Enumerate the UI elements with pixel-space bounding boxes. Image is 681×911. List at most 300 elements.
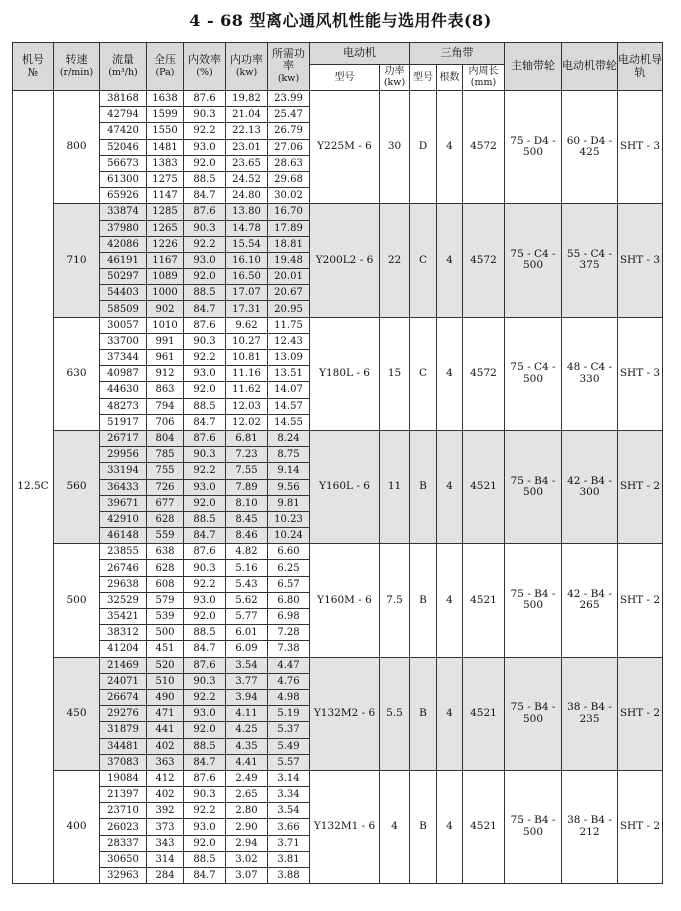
required-power-cell: 6.98 [268,609,310,625]
belt-count-cell: 4 [437,204,463,317]
rail-cell: SHT - 2 [618,770,663,883]
pressure-cell: 1599 [147,107,184,123]
col-header-required-power: 所需功率 (kw) [268,43,310,91]
internal-power-cell: 23.01 [226,139,268,155]
pressure-cell: 1167 [147,252,184,268]
belt-type-cell: B [410,770,437,883]
required-power-cell: 3.71 [268,835,310,851]
table-row [13,204,663,220]
belt-length-cell: 4572 [463,91,505,204]
pressure-cell: 402 [147,738,184,754]
pressure-cell: 1226 [147,236,184,252]
pressure-cell: 1383 [147,155,184,171]
required-power-cell: 27.06 [268,139,310,155]
flow-cell: 58509 [100,301,147,317]
pressure-cell: 1265 [147,220,184,236]
efficiency-cell: 84.7 [184,641,226,657]
pressure-cell: 451 [147,641,184,657]
flow-cell: 61300 [100,171,147,187]
pressure-cell: 677 [147,495,184,511]
flow-cell: 42910 [100,511,147,527]
internal-power-cell: 6.09 [226,641,268,657]
pressure-cell: 991 [147,333,184,349]
belt-type-cell: B [410,544,437,657]
flow-cell: 30057 [100,317,147,333]
belt-length-cell: 4521 [463,770,505,883]
flow-cell: 36433 [100,479,147,495]
motor-pulley-cell: 38 - B4 - 235 [562,657,618,770]
belt-count-cell: 4 [437,317,463,430]
required-power-cell: 16.70 [268,204,310,220]
flow-cell: 40987 [100,366,147,382]
efficiency-cell: 84.7 [184,868,226,884]
pressure-cell: 628 [147,560,184,576]
pressure-cell: 902 [147,301,184,317]
pressure-cell: 608 [147,576,184,592]
belt-type-cell: B [410,657,437,770]
internal-power-cell: 3.77 [226,673,268,689]
pressure-cell: 1285 [147,204,184,220]
pressure-cell: 706 [147,414,184,430]
table-row [13,657,663,673]
efficiency-cell: 88.5 [184,171,226,187]
required-power-cell: 20.67 [268,285,310,301]
efficiency-cell: 93.0 [184,366,226,382]
efficiency-cell: 92.2 [184,576,226,592]
motor-model-cell: Y180L - 6 [310,317,380,430]
efficiency-cell: 87.6 [184,770,226,786]
efficiency-cell: 92.0 [184,269,226,285]
internal-power-cell: 3.94 [226,689,268,705]
flow-cell: 23710 [100,803,147,819]
internal-power-cell: 2.90 [226,819,268,835]
efficiency-cell: 84.7 [184,754,226,770]
col-header-jihao: 机号 № [13,43,54,91]
pressure-cell: 520 [147,657,184,673]
pressure-cell: 755 [147,463,184,479]
required-power-cell: 8.75 [268,447,310,463]
motor-power-cell: 7.5 [380,544,410,657]
efficiency-cell: 84.7 [184,414,226,430]
shaft-pulley-cell: 75 - C4 - 500 [505,204,562,317]
efficiency-cell: 90.3 [184,787,226,803]
internal-power-cell: 12.03 [226,398,268,414]
rail-cell: SHT - 2 [618,657,663,770]
efficiency-cell: 90.3 [184,673,226,689]
motor-power-cell: 15 [380,317,410,430]
efficiency-cell: 88.5 [184,285,226,301]
flow-cell: 42086 [100,236,147,252]
efficiency-cell: 92.2 [184,689,226,705]
internal-power-cell: 8.46 [226,528,268,544]
flow-cell: 34481 [100,738,147,754]
required-power-cell: 19.48 [268,252,310,268]
flow-cell: 30650 [100,851,147,867]
required-power-cell: 14.07 [268,382,310,398]
flow-cell: 29276 [100,706,147,722]
shaft-pulley-cell: 75 - C4 - 500 [505,317,562,430]
internal-power-cell: 5.77 [226,609,268,625]
table-row [13,544,663,560]
pressure-cell: 1638 [147,91,184,107]
pressure-cell: 441 [147,722,184,738]
pressure-cell: 628 [147,511,184,527]
internal-power-cell: 22.13 [226,123,268,139]
pressure-cell: 1089 [147,269,184,285]
internal-power-cell: 7.55 [226,463,268,479]
efficiency-cell: 92.2 [184,123,226,139]
speed-cell: 710 [54,204,100,317]
motor-power-cell: 5.5 [380,657,410,770]
pressure-cell: 284 [147,868,184,884]
col-header-speed: 转速 (r/min) [54,43,100,91]
efficiency-cell: 88.5 [184,398,226,414]
internal-power-cell: 3.02 [226,851,268,867]
flow-cell: 46191 [100,252,147,268]
pressure-cell: 1000 [147,285,184,301]
efficiency-cell: 88.5 [184,738,226,754]
required-power-cell: 5.57 [268,754,310,770]
required-power-cell: 3.81 [268,851,310,867]
pressure-cell: 961 [147,350,184,366]
pressure-cell: 402 [147,787,184,803]
speed-cell: 800 [54,91,100,204]
pressure-cell: 912 [147,366,184,382]
pressure-cell: 638 [147,544,184,560]
flow-cell: 51917 [100,414,147,430]
efficiency-cell: 84.7 [184,188,226,204]
belt-type-cell: B [410,430,437,543]
flow-cell: 39671 [100,495,147,511]
flow-cell: 26746 [100,560,147,576]
required-power-cell: 29.68 [268,171,310,187]
motor-pulley-cell: 55 - C4 - 375 [562,204,618,317]
internal-power-cell: 10.81 [226,350,268,366]
efficiency-cell: 93.0 [184,479,226,495]
internal-power-cell: 5.16 [226,560,268,576]
flow-cell: 35421 [100,609,147,625]
belt-length-cell: 4521 [463,657,505,770]
motor-model-cell: Y200L2 - 6 [310,204,380,317]
internal-power-cell: 11.62 [226,382,268,398]
motor-pulley-cell: 38 - B4 - 212 [562,770,618,883]
internal-power-cell: 4.82 [226,544,268,560]
required-power-cell: 4.76 [268,673,310,689]
flow-cell: 37083 [100,754,147,770]
motor-model-cell: Y132M1 - 6 [310,770,380,883]
required-power-cell: 20.95 [268,301,310,317]
col-header-motor-power: 功率 (kw) [380,65,410,91]
required-power-cell: 7.38 [268,641,310,657]
motor-power-cell: 11 [380,430,410,543]
pressure-cell: 363 [147,754,184,770]
pressure-cell: 539 [147,609,184,625]
flow-cell: 28337 [100,835,147,851]
flow-cell: 48273 [100,398,147,414]
internal-power-cell: 7.23 [226,447,268,463]
flow-cell: 44630 [100,382,147,398]
required-power-cell: 5.49 [268,738,310,754]
pressure-cell: 579 [147,592,184,608]
flow-cell: 26717 [100,430,147,446]
required-power-cell: 12.43 [268,333,310,349]
internal-power-cell: 16.50 [226,269,268,285]
efficiency-cell: 84.7 [184,301,226,317]
pressure-cell: 314 [147,851,184,867]
required-power-cell: 23.99 [268,91,310,107]
efficiency-cell: 93.0 [184,819,226,835]
col-header-shaft-pulley: 主轴带轮 [505,43,562,91]
pressure-cell: 794 [147,398,184,414]
required-power-cell: 3.34 [268,787,310,803]
motor-power-cell: 4 [380,770,410,883]
efficiency-cell: 92.2 [184,803,226,819]
belt-length-cell: 4521 [463,544,505,657]
efficiency-cell: 84.7 [184,528,226,544]
flow-cell: 47420 [100,123,147,139]
internal-power-cell: 10.27 [226,333,268,349]
belt-length-cell: 4572 [463,317,505,430]
flow-cell: 65926 [100,188,147,204]
flow-cell: 23855 [100,544,147,560]
required-power-cell: 18.81 [268,236,310,252]
pressure-cell: 490 [147,689,184,705]
internal-power-cell: 2.65 [226,787,268,803]
col-header-vbelt: 三角带 [410,43,505,65]
required-power-cell: 4.98 [268,689,310,705]
flow-cell: 42794 [100,107,147,123]
efficiency-cell: 90.3 [184,107,226,123]
table-row [13,430,663,446]
col-header-motor: 电动机 [310,43,410,65]
pressure-cell: 471 [147,706,184,722]
internal-power-cell: 6.01 [226,625,268,641]
required-power-cell: 10.24 [268,528,310,544]
shaft-pulley-cell: 75 - B4 - 500 [505,430,562,543]
pressure-cell: 559 [147,528,184,544]
pressure-cell: 510 [147,673,184,689]
belt-count-cell: 4 [437,770,463,883]
flow-cell: 19084 [100,770,147,786]
pressure-cell: 726 [147,479,184,495]
internal-power-cell: 24.80 [226,188,268,204]
required-power-cell: 20.01 [268,269,310,285]
col-header-rail: 电动机导轨 [618,43,663,91]
internal-power-cell: 12.02 [226,414,268,430]
efficiency-cell: 92.0 [184,495,226,511]
efficiency-cell: 92.0 [184,722,226,738]
efficiency-cell: 92.0 [184,609,226,625]
internal-power-cell: 13.80 [226,204,268,220]
required-power-cell: 9.56 [268,479,310,495]
flow-cell: 26023 [100,819,147,835]
rail-cell: SHT - 2 [618,430,663,543]
pressure-cell: 863 [147,382,184,398]
internal-power-cell: 8.45 [226,511,268,527]
pressure-cell: 1010 [147,317,184,333]
flow-cell: 21469 [100,657,147,673]
efficiency-cell: 87.6 [184,544,226,560]
efficiency-cell: 92.2 [184,463,226,479]
flow-cell: 29638 [100,576,147,592]
required-power-cell: 25.47 [268,107,310,123]
required-power-cell: 17.89 [268,220,310,236]
internal-power-cell: 21.04 [226,107,268,123]
required-power-cell: 4.47 [268,657,310,673]
rail-cell: SHT - 3 [618,91,663,204]
flow-cell: 54403 [100,285,147,301]
internal-power-cell: 17.07 [226,285,268,301]
efficiency-cell: 87.6 [184,204,226,220]
speed-cell: 450 [54,657,100,770]
flow-cell: 33194 [100,463,147,479]
internal-power-cell: 4.41 [226,754,268,770]
motor-power-cell: 22 [380,204,410,317]
internal-power-cell: 4.25 [226,722,268,738]
belt-count-cell: 4 [437,544,463,657]
efficiency-cell: 93.0 [184,252,226,268]
col-header-pressure: 全压 (Pa) [147,43,184,91]
col-header-belt-count: 根数 [437,65,463,91]
pressure-cell: 1481 [147,139,184,155]
internal-power-cell: 3.07 [226,868,268,884]
required-power-cell: 3.14 [268,770,310,786]
fan-performance-table [12,42,663,884]
col-header-belt-type: 型号 [410,65,437,91]
col-header-motor-pulley: 电动机带轮 [562,43,618,91]
internal-power-cell: 8.10 [226,495,268,511]
motor-pulley-cell: 48 - C4 - 330 [562,317,618,430]
table-body [13,91,663,884]
required-power-cell: 6.25 [268,560,310,576]
speed-cell: 630 [54,317,100,430]
internal-power-cell: 23.65 [226,155,268,171]
required-power-cell: 10.23 [268,511,310,527]
pressure-cell: 1275 [147,171,184,187]
motor-model-cell: Y132M2 - 6 [310,657,380,770]
col-header-flow: 流量 (m³/h) [100,43,147,91]
belt-length-cell: 4572 [463,204,505,317]
internal-power-cell: 6.81 [226,430,268,446]
belt-type-cell: C [410,204,437,317]
required-power-cell: 9.14 [268,463,310,479]
internal-power-cell: 2.49 [226,770,268,786]
efficiency-cell: 90.3 [184,220,226,236]
pressure-cell: 1550 [147,123,184,139]
required-power-cell: 11.75 [268,317,310,333]
table-header [13,43,663,91]
required-power-cell: 13.51 [268,366,310,382]
required-power-cell: 14.57 [268,398,310,414]
pressure-cell: 785 [147,447,184,463]
table-row [13,317,663,333]
efficiency-cell: 90.3 [184,333,226,349]
efficiency-cell: 92.0 [184,382,226,398]
flow-cell: 37344 [100,350,147,366]
speed-cell: 400 [54,770,100,883]
flow-cell: 50297 [100,269,147,285]
efficiency-cell: 90.3 [184,447,226,463]
flow-cell: 29956 [100,447,147,463]
efficiency-cell: 92.2 [184,350,226,366]
required-power-cell: 14.55 [268,414,310,430]
rail-cell: SHT - 3 [618,317,663,430]
motor-pulley-cell: 42 - B4 - 265 [562,544,618,657]
required-power-cell: 5.37 [268,722,310,738]
internal-power-cell: 15.54 [226,236,268,252]
flow-cell: 56673 [100,155,147,171]
pressure-cell: 500 [147,625,184,641]
efficiency-cell: 87.6 [184,657,226,673]
internal-power-cell: 9.62 [226,317,268,333]
col-header-belt-length: 内周长 (mm) [463,65,505,91]
efficiency-cell: 88.5 [184,511,226,527]
efficiency-cell: 93.0 [184,706,226,722]
motor-pulley-cell: 60 - D4 - 425 [562,91,618,204]
internal-power-cell: 2.80 [226,803,268,819]
rail-cell: SHT - 3 [618,204,663,317]
required-power-cell: 30.02 [268,188,310,204]
motor-pulley-cell: 42 - B4 - 300 [562,430,618,543]
flow-cell: 46148 [100,528,147,544]
motor-model-cell: Y225M - 6 [310,91,380,204]
efficiency-cell: 92.0 [184,835,226,851]
pressure-cell: 1147 [147,188,184,204]
internal-power-cell: 11.16 [226,366,268,382]
flow-cell: 32529 [100,592,147,608]
pressure-cell: 373 [147,819,184,835]
motor-model-cell: Y160L - 6 [310,430,380,543]
rail-cell: SHT - 2 [618,544,663,657]
flow-cell: 38168 [100,91,147,107]
col-header-efficiency: 内效率 (%) [184,43,226,91]
col-header-internal-power: 内功率 (kw) [226,43,268,91]
required-power-cell: 26.79 [268,123,310,139]
internal-power-cell: 14.78 [226,220,268,236]
speed-cell: 560 [54,430,100,543]
shaft-pulley-cell: 75 - B4 - 500 [505,657,562,770]
speed-cell: 500 [54,544,100,657]
required-power-cell: 28.63 [268,155,310,171]
flow-cell: 38312 [100,625,147,641]
internal-power-cell: 4.11 [226,706,268,722]
pressure-cell: 392 [147,803,184,819]
required-power-cell: 3.88 [268,868,310,884]
flow-cell: 26674 [100,689,147,705]
efficiency-cell: 88.5 [184,851,226,867]
belt-length-cell: 4521 [463,430,505,543]
efficiency-cell: 93.0 [184,592,226,608]
col-header-motor-model: 型号 [310,65,380,91]
internal-power-cell: 5.62 [226,592,268,608]
required-power-cell: 3.66 [268,819,310,835]
required-power-cell: 9.81 [268,495,310,511]
flow-cell: 21397 [100,787,147,803]
flow-cell: 41204 [100,641,147,657]
pressure-cell: 343 [147,835,184,851]
motor-model-cell: Y160M - 6 [310,544,380,657]
pressure-cell: 412 [147,770,184,786]
internal-power-cell: 2.94 [226,835,268,851]
belt-count-cell: 4 [437,91,463,204]
required-power-cell: 6.80 [268,592,310,608]
flow-cell: 31879 [100,722,147,738]
machine-number-cell: 12.5C [13,91,54,884]
motor-power-cell: 30 [380,91,410,204]
shaft-pulley-cell: 75 - D4 - 500 [505,91,562,204]
required-power-cell: 7.28 [268,625,310,641]
flow-cell: 37980 [100,220,147,236]
